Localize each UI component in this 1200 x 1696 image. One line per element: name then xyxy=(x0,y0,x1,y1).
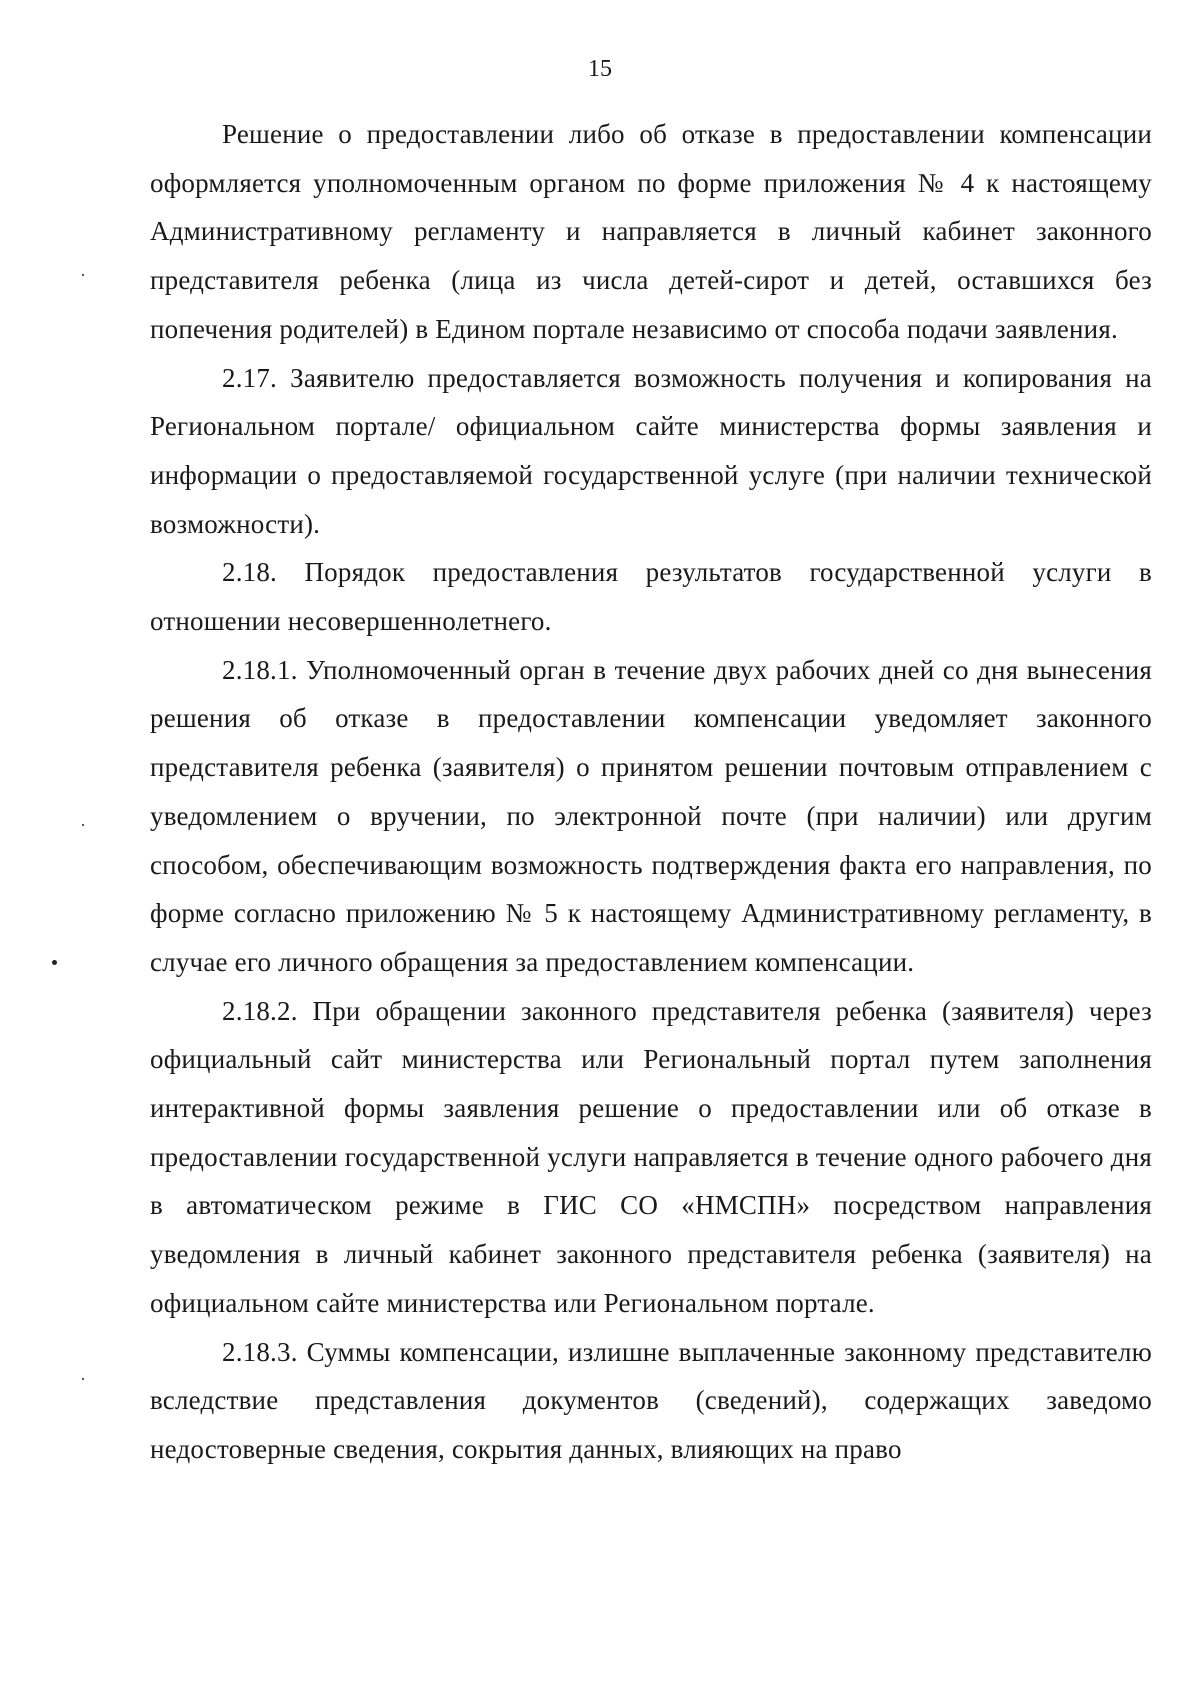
paragraph-2-18: 2.18. Порядок предоставления результатов государственной услуги в отношении несовершеннолетнего. xyxy=(150,557,1152,637)
body-text xyxy=(150,110,1152,1474)
paragraph-2-18-2: 2.18.2. При обращении законного представителя ребенка (заявителя) через официальный сайт министерства или Региональный портал путем заполнения интерактивной формы заявления решение о предоставлении или об отказе в предоставлении государственной услуги направляется в течение одного рабочего дня в автоматическом режиме в ГИС СО «НМСПН» посредством направления уведомления в личный кабинет законного представителя ребенка (заявителя) на официальном сайте министерства или Региональном портале. xyxy=(150,995,1152,1318)
paragraph-2-18-1: 2.18.1. Уполномоченный орган в течение двух рабочих дней со дня вынесения решения об отказе в предоставлении компенсации уведомляет законного представителя ребенка (заявителя) о принятом решении почтовым отправлением с уведомлением о вручении, по электронной почте (при наличии) или другим способом, обеспечивающим возможность подтверждения факта его направления, по форме согласно приложению № 5 к настоящему Административному регламенту, в случае его личного обращения за предоставлением компенсации. xyxy=(150,654,1152,977)
paragraph-decision: Решение о предоставлении либо об отказе в предоставлении компенсации оформляется уполномоченным органом по форме приложения № 4 к настоящему Административному регламенту и направляется в личный кабинет законного представителя ребенка (лица из числа детей-сирот и детей, оставшихся без попечения родителей) в Едином портале независимо от способа подачи заявления. xyxy=(150,119,1152,344)
scan-speck xyxy=(82,824,84,826)
scan-speck xyxy=(82,1378,84,1380)
scan-speck xyxy=(82,274,84,276)
paragraph-2-17: 2.17. Заявителю предоставляется возможность получения и копирования на Региональном портале/ официальном сайте министерства формы заявления и информации о предоставляемой государственной услуге (при наличии технической возможности). xyxy=(150,362,1152,539)
scan-speck xyxy=(52,960,57,965)
paragraph-2-18-3: 2.18.3. Суммы компенсации, излишне выплаченные законному представителю вследствие представления документов (сведений), содержащих заведомо недостоверные сведения, сокрытия данных, влияющих на право xyxy=(150,1336,1152,1464)
page-number: 15 xyxy=(588,56,612,82)
